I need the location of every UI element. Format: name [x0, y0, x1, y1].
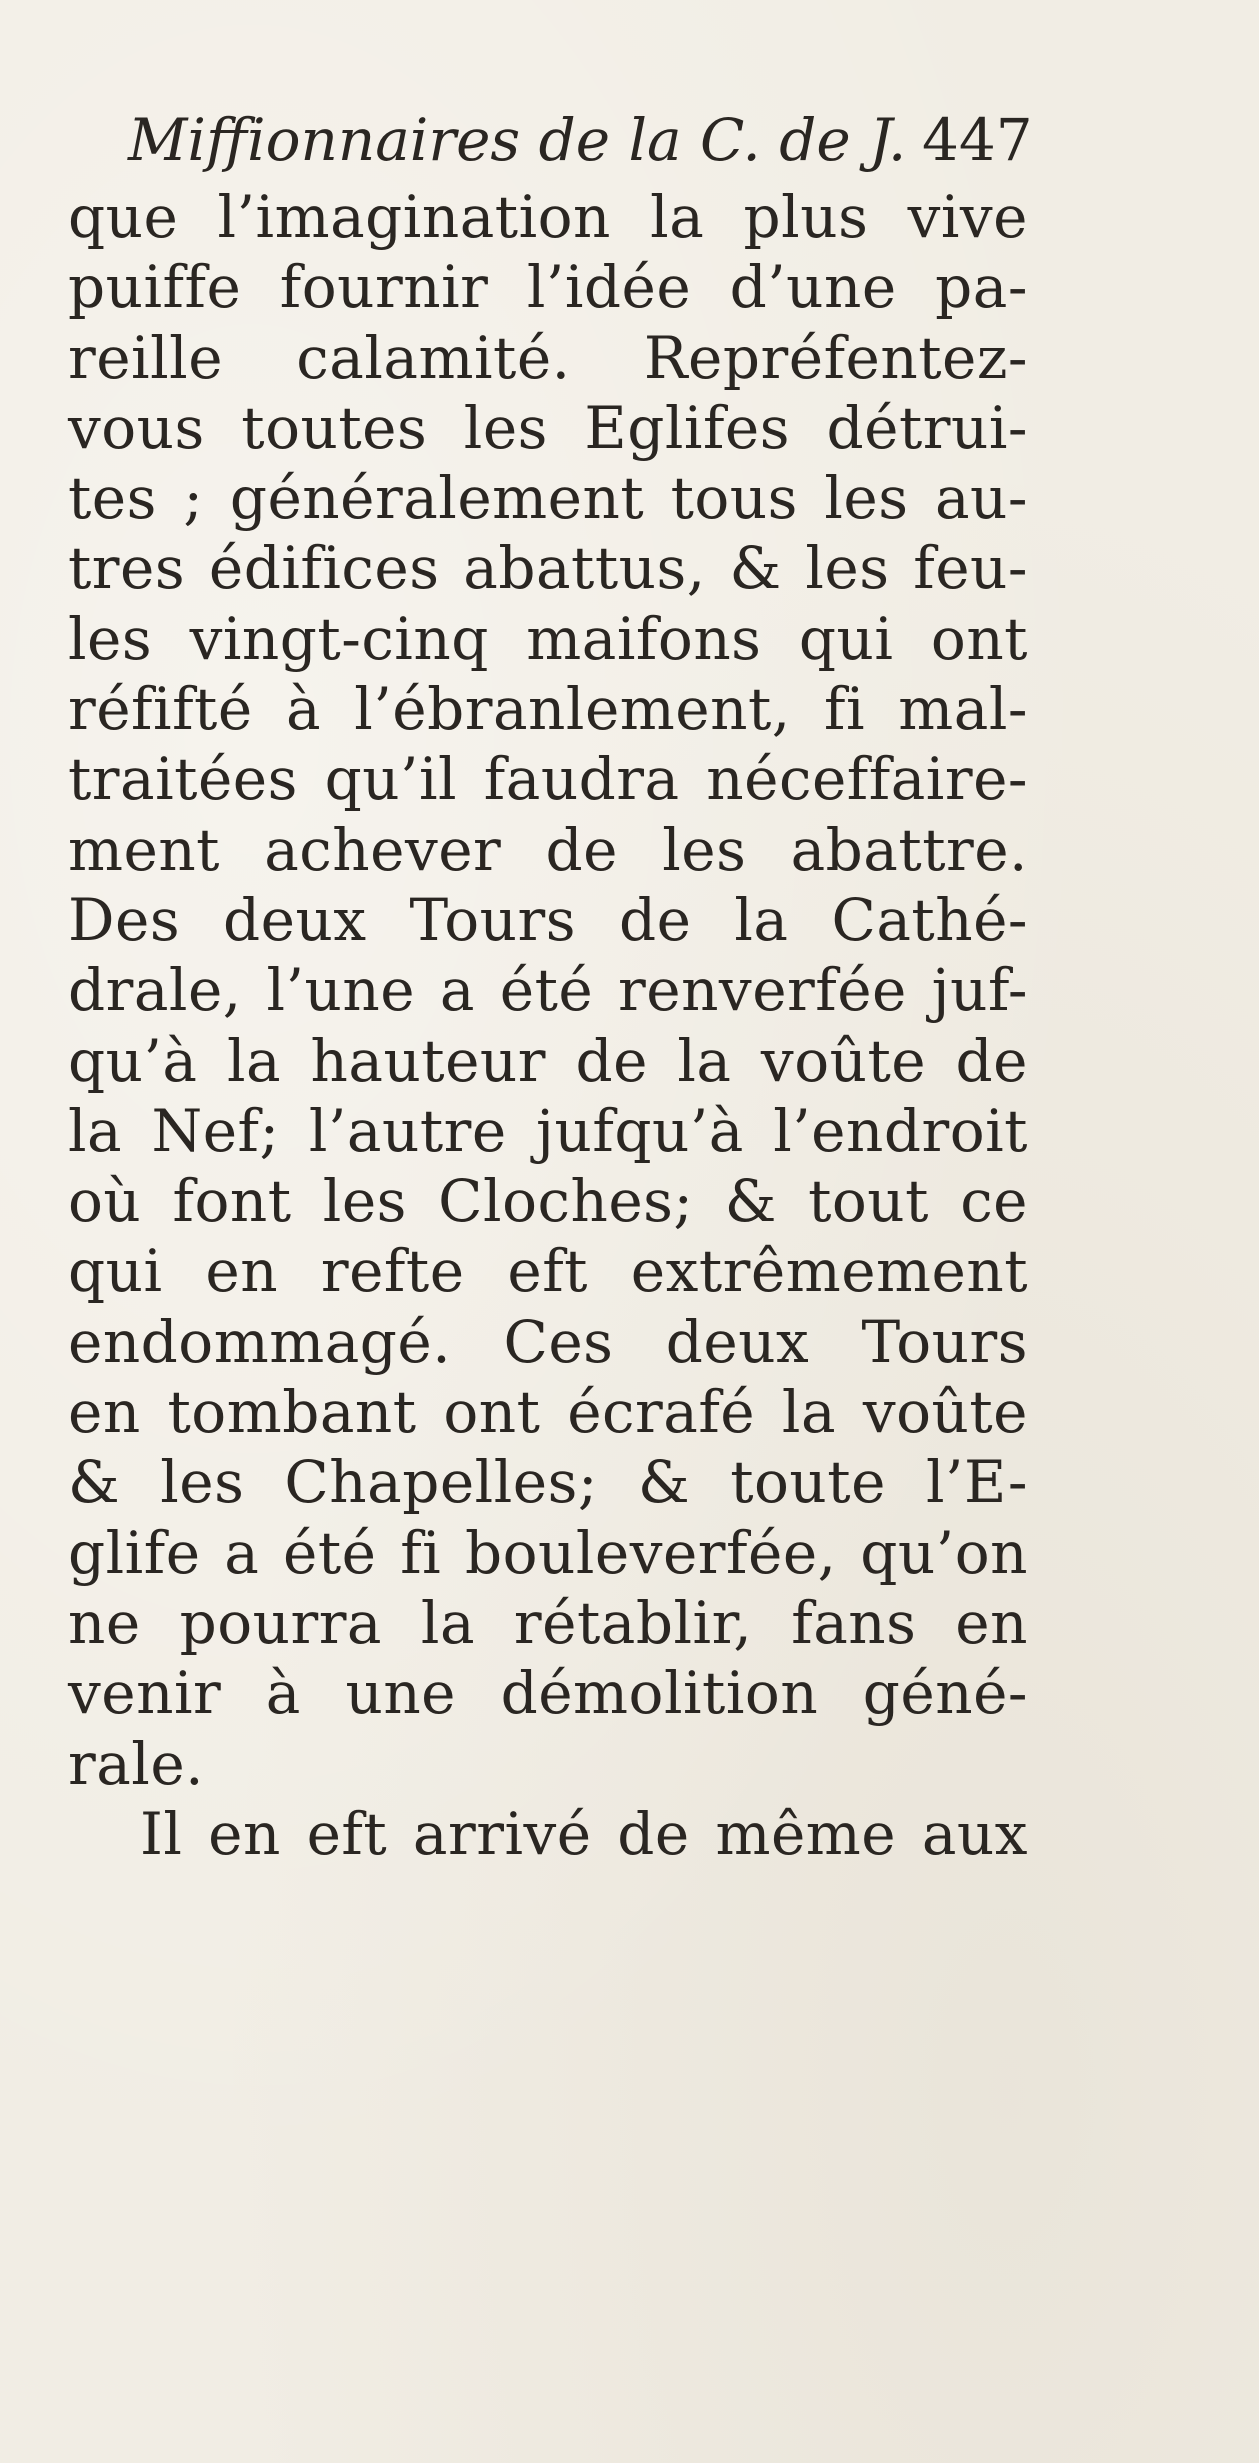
text-line: venir à une démolition géné-: [68, 1659, 1028, 1728]
text-line: endommagé. Ces deux Tours: [68, 1307, 1028, 1376]
text-line: tres édifices abattus, & les feu-: [68, 534, 1028, 603]
body-text: [68, 182, 1028, 1869]
text-line: vous toutes les Eglifes détrui-: [68, 393, 1028, 462]
text-line: en tombant ont écrafé la voûte: [68, 1378, 1028, 1447]
text-line: qui en refte eft extrêmement: [68, 1237, 1028, 1306]
text-line: rale.: [68, 1729, 205, 1798]
text-line: Il en eft arrivé de même aux: [140, 1799, 1028, 1868]
text-line: glife a été fi bouleverfée, qu’on: [68, 1518, 1028, 1587]
text-line: réfifté à l’ébranlement, fi mal-: [68, 675, 1028, 744]
text-line: que l’imagination la plus vive: [68, 183, 1028, 251]
text-line: où font les Cloches; & tout ce: [68, 1167, 1028, 1236]
text-line: reille calamité. Repréfentez-: [68, 323, 1028, 392]
text-line: & les Chapelles; & toute l’E-: [68, 1448, 1028, 1517]
text-line: Des deux Tours de la Cathé-: [68, 885, 1028, 954]
text-line: puiffe fournir l’idée d’une pa-: [68, 253, 1028, 322]
page-number: 447: [922, 106, 1033, 174]
text-line: qu’à la hauteur de la voûte de: [68, 1026, 1028, 1095]
text-line: ment achever de les abattre.: [68, 815, 1028, 884]
running-head: [128, 100, 1033, 180]
text-line: tes ; généralement tous les au-: [68, 464, 1028, 533]
text-line: les vingt-cinq maifons qui ont: [68, 604, 1028, 673]
text-line: traitées qu’il faudra néceffaire-: [68, 745, 1028, 814]
running-title: Miffionnaires de la C. de J.: [128, 106, 907, 174]
text-line: la Nef; l’autre jufqu’à l’endroit: [68, 1096, 1028, 1165]
text-line: drale, l’une a été renverfée juf-: [68, 956, 1028, 1025]
text-line: ne pourra la rétablir, fans en: [68, 1588, 1028, 1657]
